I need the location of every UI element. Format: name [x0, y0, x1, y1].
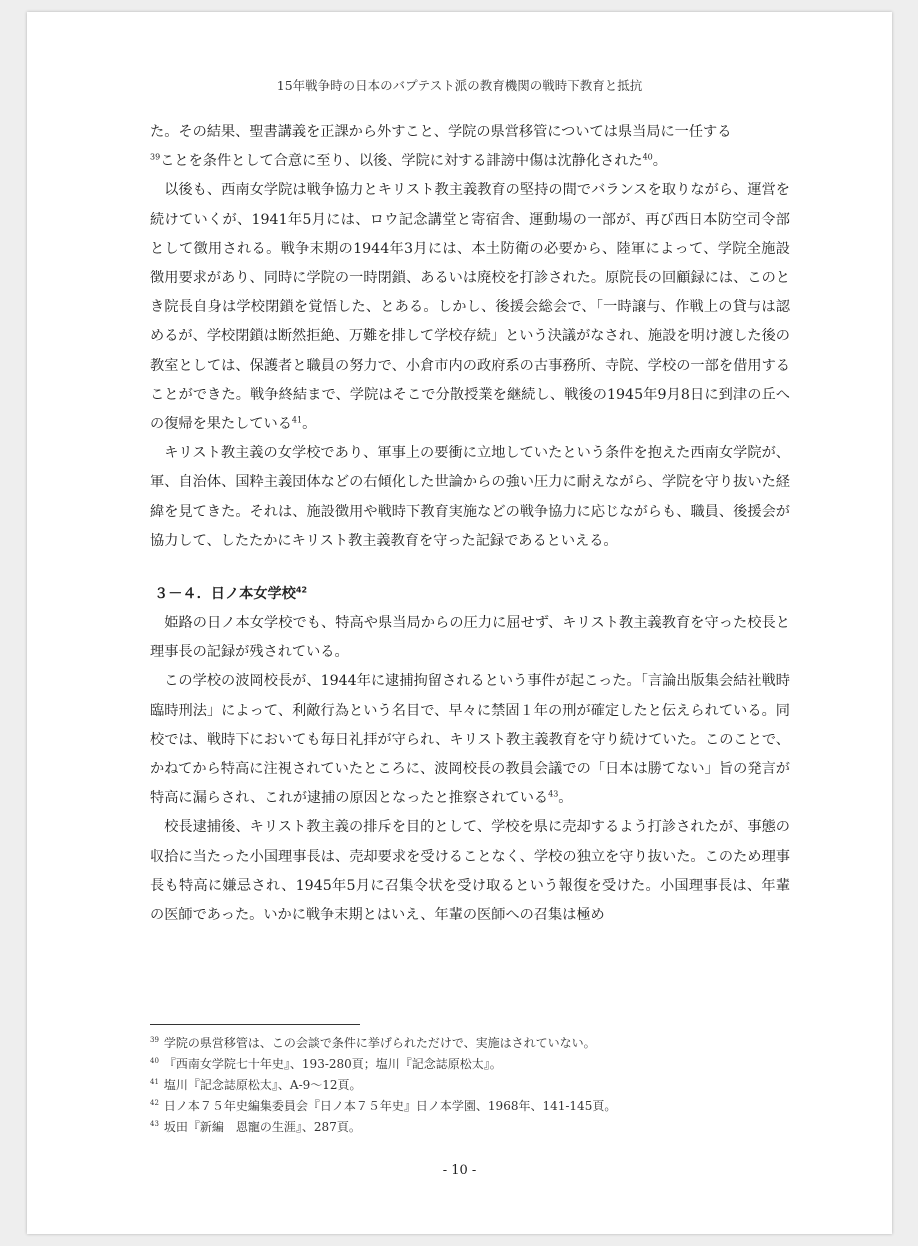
footnote: $^{40}$ 『西南女学院七十年史』、193-280頁；塩川『記念誌原松太』。: [150, 1057, 502, 1071]
footnote: $^{42}$ 日ノ本７５年史編集委員会『日ノ本７５年史』日ノ本学園、1968年、141-145頁。: [150, 1099, 617, 1113]
footnote: $^{39}$ 学院の県営移管は、この会談で条件に挙げられただけで、実施はされていない。: [150, 1036, 596, 1050]
body-text: [150, 118, 790, 930]
footnote-ref: 40: [642, 152, 653, 162]
page-number: - 10 -: [442, 1163, 477, 1178]
document-page: [27, 12, 892, 1234]
footnote-ref: 39: [150, 152, 161, 162]
footnotes: [150, 1033, 790, 1138]
paragraph: キリスト教主義の女学校であり、軍事上の要衝に立地していたという条件を抱えた西南女学院が、軍、自治体、国粋主義団体などの右傾化した世論からの強い圧力に耐えながら、学院を守り抜いた経緯を見てきた。それは、施設徴用や戦時下教育実施などの戦争協力に応じながらも、職員、後援会が協力して、したたかにキリスト教主義教育を守った記録であるといえる。: [150, 445, 790, 549]
paragraph: 姫路の日ノ本女学校でも、特高や県当局からの圧力に屈せず、キリスト教主義教育を守った校長と理事長の記録が残されている。: [150, 615, 790, 661]
paragraph: この学校の波岡校長が、1944年に逮捕拘留されるという事件が起こった。「言論出版集会結社戦時臨時刑法」によって、利敵行為という名目で、早々に禁固１年の刑が確定したと伝えられている。同校では、戦時下においても毎日礼拝が守られ、キリスト教主義教育を守り続けていた。このことで、かねてから特高に注視されていたところに、波岡校長の教員会議での「日本は勝てない」旨の発言が特高に漏らされ、これが逮捕の原因となったと推察されている$^{43}$。: [150, 673, 790, 807]
footnote-ref: 43: [548, 789, 559, 799]
paragraph: $^{39}$ことを条件として合意に至り、以後、学院に対する誹謗中傷は沈静化された$^{40}$。: [150, 152, 667, 170]
footnote: $^{41}$ 塩川『記念誌原松太』、A-9～12頁。: [150, 1078, 362, 1092]
paragraph: 校長逮捕後、キリスト教主義の排斥を目的として、学校を県に売却するよう打診されたが、事態の収拾に当たった小国理事長は、売却要求を受けることなく、学校の独立を守り抜いた。このため理事長も特高に嫌忌され、1945年5月に召集令状を受け取るという報復を受けた。小国理事長は、年輩の医師であった。いかに戦争末期とはいえ、年輩の医師への召集は極め: [150, 819, 790, 924]
footnote-ref: 42: [295, 585, 308, 595]
paragraph: 以後も、西南女学院は戦争協力とキリスト教主義教育の堅持の間でバランスを取りながら、運営を続けていくが、1941年5月には、ロウ記念講堂と寄宿舎、運動場の一部が、再び西日本防空司令部として徴用される。戦争末期の1944年3月には、本土防衛の必要から、陸軍によって、学院全施設徴用要求があり、同時に学院の一時閉鎖、あるいは廃校を打診された。原院長の回顧録には、このとき院長自身は学校閉鎖を覚悟した、とある。しかし、後援会総会で、「一時譲与、作戦上の貸与は認めるが、学校閉鎖は断然拒絶、万難を排して学校存続」という決議がなされ、施設を明け渡した後の教室としては、保護者と職員の努力で、小倉市内の政府系の古事務所、寺院、学校の一部を借用することができた。戦争終結まで、学院はそこで分散授業を継続し、戦後の1945年9月8日に到津の丘への復帰を果たしている$^{41}$。: [150, 182, 790, 433]
footnote-divider: [150, 1024, 360, 1025]
paragraph: た。その結果、聖書講義を正課から外すこと、学院の県営移管については県当局に一任する: [150, 124, 732, 140]
running-header: 15年戦争時の日本のバプテスト派の教育機関の戦時下教育と抵抗: [276, 78, 643, 93]
footnote-ref: 41: [291, 415, 303, 425]
footnote: $^{43}$ 坂田『新編 恩寵の生涯』、287頁。: [150, 1120, 361, 1134]
section-heading: ３－４．日ノ本女学校$^{42}$: [154, 585, 308, 603]
